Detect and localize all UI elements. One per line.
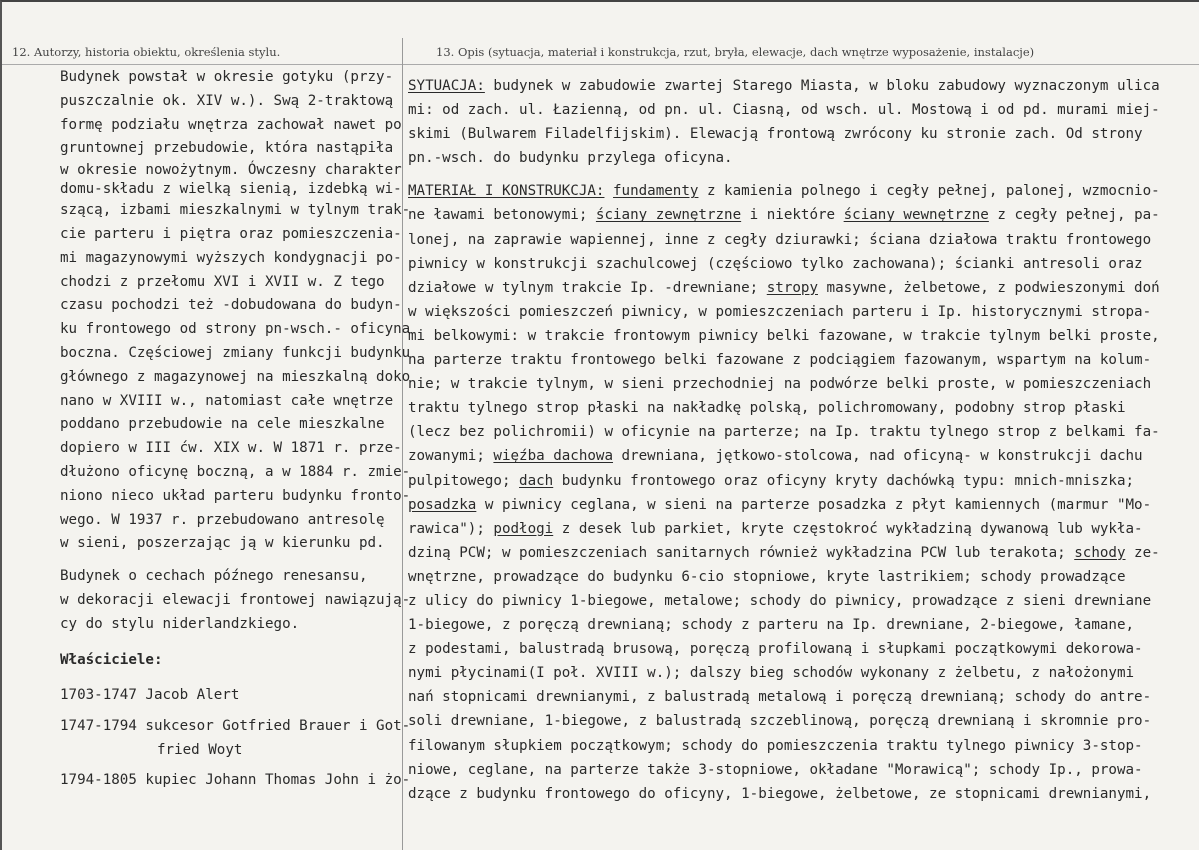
text-line: w większości pomieszczeń piwnicy, w pomieszczeniach parteru i Ip. historycznymi stropa- <box>408 303 1152 320</box>
text-line: mi belkowymi: w trakcie frontowym piwnicy belki fazowane, w trakcie tylnym belki proste, <box>408 327 1160 344</box>
owners-heading: Właściciele: <box>60 651 163 668</box>
text-segment: działowe w tylnym trakcie Ip. -drewniane; <box>408 279 767 296</box>
text-line: w okresie nowożytnym. Ówczesny charakter <box>60 162 402 179</box>
keyword-fundamenty: fundamenty <box>613 183 699 200</box>
text-line: w sieni, poszerzając ją w kierunku pd. <box>60 535 385 552</box>
text-segment: budynek w zabudowie zwartej Starego Miasta, w bloku zabudowy wyznaczonym ulica <box>484 78 1160 94</box>
text-line: (lecz bez polichromii) w oficynie na parterze; na Ip. traktu tylnego strop z belkami fa- <box>408 424 1160 441</box>
text-segment: z cegły pełnej, pa- <box>988 207 1160 224</box>
header-rule <box>2 64 1199 65</box>
history-paragraph <box>60 66 411 556</box>
text-line: lonej, na zaprawie wapiennej, inne z cegły dziurawki; ściana działowa traktu frontowego <box>408 231 1152 248</box>
style-paragraph <box>60 565 411 636</box>
owner-entry: 1703-1747 Jacob Alert <box>60 687 240 704</box>
keyword-posadzka: posadzka <box>408 496 477 513</box>
text-line: nie; w trakcie tylnym, w sieni przechodniej na podwórze belki proste, w pomieszczeniach <box>408 376 1152 393</box>
situation-section <box>408 74 1198 170</box>
text-segment: i niektóre <box>741 207 844 224</box>
text-segment: ze- <box>1125 544 1160 561</box>
material-label: MATERIAŁ I KONSTRUKCJA: <box>408 183 605 200</box>
text-line: cie parteru i piętra oraz pomieszczenia- <box>60 225 402 242</box>
text-line: niono nieco układ parteru budynku fronto- <box>60 487 411 504</box>
text-segment: pulpitowego; <box>408 472 520 489</box>
text-line: poddano przebudowie na cele mieszkalne <box>60 416 385 433</box>
text-segment: w piwnicy ceglana, w sieni na parterze posadzka z płyt kamiennych (marmur "Mo- <box>476 496 1152 513</box>
text-line: mi: od zach. ul. Łazienną, od pn. ul. Ciasną, od wsch. ul. Mostową i od pd. murami miej- <box>408 102 1160 119</box>
text-line: dopiero w III ćw. XIX w. W 1871 r. prze- <box>60 440 402 457</box>
text-line: na parterze traktu frontowego belki fazowane z podciągiem fazowanym, wspartym na kolum- <box>408 352 1152 369</box>
keyword-wiezba-dachowa: więźba dachowa <box>493 448 614 465</box>
description-column <box>408 74 1198 806</box>
text-line: 1-biegowe, z poręczą drewnianą; schody z parteru na Ip. drewniane, 2-biegowe, łamane, <box>408 617 1135 634</box>
text-line: Budynek powstał w okresie gotyku (przy- <box>60 69 394 85</box>
text-line: filowanym słupkiem początkowym; schody do pomieszczenia traktu tylnego piwnicy 3-stop- <box>408 737 1143 754</box>
text-segment: ne ławami betonowymi; <box>408 207 596 224</box>
text-line: wnętrzne, prowadzące do budynku 6-cio stopniowe, kryte lastrikiem; schody prowadzące <box>408 568 1126 585</box>
text-line: z ulicy do piwnicy 1-biegowe, metalowe; schody do piwnicy, prowadzące z sieni drewniane <box>408 592 1152 609</box>
text-line: boczna. Częściowej zmiany funkcji budynku <box>60 344 411 361</box>
owner-entry: 1747-1794 sukcesor Gotfried Brauer i Got- <box>60 718 411 735</box>
text-segment: zowanymi; <box>408 448 494 465</box>
owners-list <box>60 684 411 792</box>
text-line: mi magazynowymi wyższych kondygnacji po- <box>60 249 402 266</box>
text-line: czasu pochodzi też -dobudowana do budyn- <box>60 297 402 314</box>
text-line: z podestami, balustradą brusową, poręczą profilowaną i słupkami początkowymi dekorowa- <box>408 641 1143 658</box>
keyword-sciany-zewnetrzne: ściany zewnętrzne <box>595 207 742 224</box>
text-line: piwnicy w konstrukcji szachulcowej (częściowo tylko zachowana); ścianki antresoli oraz <box>408 255 1143 272</box>
text-segment: z kamienia polnego i cegły pełnej, palonej, wzmocnio- <box>698 183 1160 200</box>
text-line: cy do stylu niderlandzkiego. <box>60 615 300 632</box>
text-line: puszczalnie ok. XIV w.). Swą 2-traktową <box>60 92 394 109</box>
keyword-dach: dach <box>519 472 554 489</box>
text-segment: rawica"); <box>408 520 494 537</box>
owner-entry: 1794-1805 kupiec Johann Thomas John i żo- <box>60 771 411 788</box>
text-line: pn.-wsch. do budynku przylega oficyna. <box>408 150 733 167</box>
text-line: dzące z budynku frontowego do oficyny, 1-biegowe, żelbetowe, ze stopnicami drewnianymi, <box>408 785 1152 802</box>
text-line: traktu tylnego strop płaski na nakładkę polską, polichromowany, podobny strop płaski <box>408 400 1126 417</box>
text-segment: dziną PCW; w pomieszczeniach sanitarnych również wykładzina PCW lub terakota; <box>408 544 1075 561</box>
section-13-header: 13. Opis (sytuacja, materiał i konstrukcja, rzut, bryła, elewacje, dach wnętrze wyposażenie, instalacje) <box>436 45 1035 59</box>
text-line: głównego z magazynowej na mieszkalną doko <box>60 368 411 385</box>
text-line: ku frontowego od strony pn-wsch.- oficyna <box>60 321 411 338</box>
section-12-header: 12. Autorzy, historia obiektu, określenia stylu. <box>12 45 281 59</box>
history-column <box>60 66 411 793</box>
text-line: nano w XVIII w., natomiast całe wnętrze <box>60 392 394 409</box>
text-line: domu-składu z wielką sienią, izdebką wi- <box>60 181 402 198</box>
text-line: chodzi z przełomu XVI i XVII w. Z tego <box>60 273 385 290</box>
situation-label: SYTUACJA: <box>408 78 485 94</box>
keyword-podlogi: podłogi <box>493 520 554 537</box>
text-line: nań stopnicami drewnianymi, z balustradą metalową i poręczą drewnianą; schody do antre- <box>408 689 1152 706</box>
text-line: wego. W 1937 r. przebudowano antresolę <box>60 511 385 528</box>
text-line: Budynek o cechach późnego renesansu, <box>60 568 368 585</box>
text-segment: masywne, żelbetowe, z podwieszonymi doń <box>818 279 1160 296</box>
text-line: dłużono oficynę boczną, a w 1884 r. zmie- <box>60 463 411 480</box>
text-segment: drewniana, jętkowo-stolcowa, nad oficyną- w konstrukcji dachu <box>613 448 1143 465</box>
text-segment: z desek lub parkiet, kryte częstokroć wykładziną dywanową lub wykła- <box>553 520 1143 537</box>
text-line: formę podziału wnętrza zachował nawet po <box>60 116 402 133</box>
text-line: szącą, izbami mieszkalnymi w tylnym trak- <box>60 202 411 219</box>
text-line: skimi (Bulwarem Filadelfijskim). Elewacją frontową zwrócony ku stronie zach. Od strony <box>408 126 1143 143</box>
owner-entry-continuation: fried Woyt <box>157 741 243 758</box>
text-segment: budynku frontowego oraz oficyny kryty dachówką typu: mnich-mniszka; <box>553 472 1135 489</box>
text-line: w dekoracji elewacji frontowej nawiązują- <box>60 591 411 608</box>
text-line: niowe, ceglane, na parterze także 3-stopniowe, okładane "Morawicą"; schody Ip., prowa- <box>408 761 1143 778</box>
text-line: gruntownej przebudowie, która nastąpiła <box>60 140 394 157</box>
keyword-sciany-wewnetrzne: ściany wewnętrzne <box>843 207 989 224</box>
text-line: soli drewniane, 1-biegowe, z balustradą szczeblinową, poręczą drewnianą i skromnie pro- <box>408 713 1152 730</box>
text-line: nymi płycinami(I poł. XVIII w.); dalszy bieg schodów wykonany z żelbetu, z nałożonymi <box>408 665 1135 682</box>
keyword-schody: schody <box>1074 544 1126 561</box>
material-section <box>408 179 1198 805</box>
keyword-stropy: stropy <box>766 279 818 296</box>
